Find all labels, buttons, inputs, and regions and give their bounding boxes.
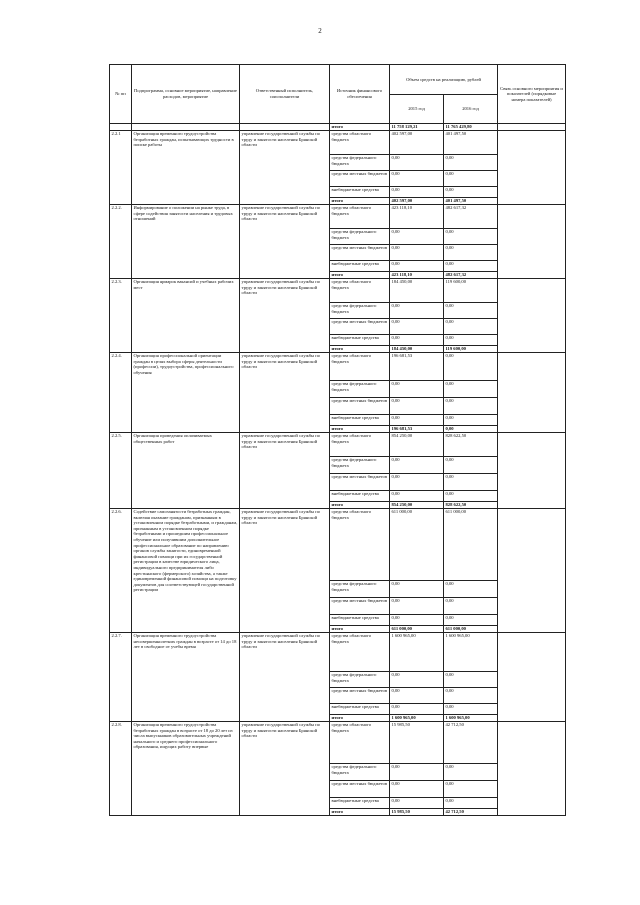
row-number: 2.2.3.: [110, 279, 132, 353]
top-total-2015: 11 758 129,21: [390, 124, 444, 131]
row-value-total-2015: 611 000,00: [390, 626, 444, 633]
header-volume: Объем средств на реализацию, рублей: [390, 65, 498, 95]
row-value-extra-2015: 0,00: [390, 491, 444, 502]
row-value-regional-2016: 119 600,00: [444, 279, 498, 303]
row-value-extra-2015: 0,00: [390, 187, 444, 198]
row-value-total-2016: 1 600 965,00: [444, 715, 498, 722]
row-value-extra-2016: 0,00: [444, 335, 498, 346]
row-link: [498, 353, 566, 433]
row-value-local-2016: 0,00: [444, 319, 498, 335]
row-source-regional: средства областного бюджета: [330, 509, 390, 581]
header-link: Связь основного мероприятия и показателей (порядковые номера показателей): [498, 65, 566, 124]
row-value-total-2016: 828 622,50: [444, 502, 498, 509]
header-executor: Ответственный исполнитель, соисполнители: [240, 65, 330, 124]
header-2015: 2015 год: [390, 95, 444, 124]
row-value-local-2016: 0,00: [444, 781, 498, 798]
row-source-extra: внебюджетные средства: [330, 491, 390, 502]
row-link: [498, 722, 566, 816]
row-link: [498, 433, 566, 509]
row-executor: управление государственной службы по труду и занятости населения Брянской области: [240, 205, 330, 279]
row-value-federal-2015: 0,00: [390, 581, 444, 598]
row-value-total-2016: 611 000,00: [444, 626, 498, 633]
row-value-regional-2015: 1 600 965,00: [390, 633, 444, 672]
row-value-local-2015: 0,00: [390, 245, 444, 261]
row-source-regional: средства областного бюджета: [330, 131, 390, 155]
row-value-total-2015: 15 985,50: [390, 809, 444, 816]
row-source-regional: средства областного бюджета: [330, 722, 390, 764]
row-link: [498, 633, 566, 722]
row-value-regional-2015: 15 985,50: [390, 722, 444, 764]
row-value-local-2015: 0,00: [390, 474, 444, 491]
row-value-extra-2015: 0,00: [390, 704, 444, 715]
row-value-extra-2015: 0,00: [390, 335, 444, 346]
row-source-extra: внебюджетные средства: [330, 798, 390, 809]
row-source-extra: внебюджетные средства: [330, 261, 390, 272]
row-number: 2.2.8.: [110, 722, 132, 816]
row-value-federal-2016: 0,00: [444, 764, 498, 781]
row-value-local-2016: 0,00: [444, 171, 498, 187]
row-value-extra-2016: 0,00: [444, 415, 498, 426]
header-num: № пп: [110, 65, 132, 124]
row-source-extra: внебюджетные средства: [330, 335, 390, 346]
row-value-regional-2016: 828 622,50: [444, 433, 498, 457]
row-value-total-2015: 184 450,00: [390, 346, 444, 353]
row-value-extra-2015: 0,00: [390, 615, 444, 626]
row-value-federal-2015: 0,00: [390, 303, 444, 319]
row-executor: управление государственной службы по труду и занятости населения Брянской области: [240, 353, 330, 433]
row-value-total-2016: 0,00: [444, 426, 498, 433]
top-total-label: итого: [330, 124, 390, 131]
row-value-total-2015: 1 600 965,00: [390, 715, 444, 722]
row-value-regional-2015: 611 000,00: [390, 509, 444, 581]
header-2016: 2016 год: [444, 95, 498, 124]
row-source-total: итого: [330, 426, 390, 433]
row-activity-name: Организация профессиональной ориентации граждан в целях выбора сферы деятельности (профессии), трудоустройства, профессионального обучения: [132, 353, 240, 433]
row-value-federal-2015: 0,00: [390, 381, 444, 398]
row-value-extra-2016: 0,00: [444, 261, 498, 272]
row-value-regional-2015: 196 681,53: [390, 353, 444, 381]
row-source-extra: внебюджетные средства: [330, 187, 390, 198]
header-source: Источник финансового обеспечения: [330, 65, 390, 124]
row-source-regional: средства областного бюджета: [330, 279, 390, 303]
row-source-federal: средства федерального бюджета: [330, 581, 390, 598]
row-number: 2.2.6.: [110, 509, 132, 633]
row-link: [498, 205, 566, 279]
row-activity-name: Организация временного трудоустройства безработных граждан, испытывающих трудности в поиске работы: [132, 131, 240, 205]
row-executor: управление государственной службы по труду и занятости населения Брянской области: [240, 633, 330, 722]
program-table: [109, 64, 566, 816]
row-value-total-2015: 402 597,00: [390, 198, 444, 205]
row-value-federal-2015: 0,00: [390, 155, 444, 171]
row-activity-name: Содействие самозанятости безработных граждан, включая оказание гражданам, признанным в установленном порядке безработными, и гражданам, признанным в установленном порядке безработными и прошедшим профессиональное обучение или получившим дополнительное профессиональное образование по направлению органов службы занятости, единовременной финансовой помощи при их государственной регистрации в качестве юридического лица, индивидуального предпринимателя либо крестьянского (фермерского) хозяйства, а также единовременной финансовой помощи на подготовку документов для соответствующей государственной регистрации: [132, 509, 240, 633]
row-value-federal-2016: 0,00: [444, 155, 498, 171]
row-value-total-2015: 423 118,10: [390, 272, 444, 279]
row-activity-name: Организация проведения оплачиваемых общественных работ: [132, 433, 240, 509]
row-activity-name: Организация ярмарок вакансий и учебных рабочих мест: [132, 279, 240, 353]
row-number: 2.2.5.: [110, 433, 132, 509]
row-link: [498, 279, 566, 353]
row-value-local-2016: 0,00: [444, 598, 498, 615]
row-link: [498, 131, 566, 205]
row-executor: управление государственной службы по труду и занятости населения Брянской области: [240, 279, 330, 353]
row-source-local: средства местных бюджетов: [330, 171, 390, 187]
page-number: 2: [318, 27, 322, 35]
row-number: 2.2.7.: [110, 633, 132, 722]
row-value-regional-2015: 854 250,00: [390, 433, 444, 457]
row-value-regional-2016: 0,00: [444, 353, 498, 381]
row-source-total: итого: [330, 502, 390, 509]
row-executor: управление государственной службы по труду и занятости населения Брянской области: [240, 131, 330, 205]
row-value-extra-2015: 0,00: [390, 415, 444, 426]
row-source-total: итого: [330, 198, 390, 205]
row-source-federal: средства федерального бюджета: [330, 672, 390, 688]
row-value-local-2016: 0,00: [444, 398, 498, 415]
row-value-total-2016: 482 617,32: [444, 272, 498, 279]
row-value-local-2015: 0,00: [390, 688, 444, 704]
row-value-total-2016: 401 497,50: [444, 198, 498, 205]
row-value-extra-2016: 0,00: [444, 615, 498, 626]
row-source-regional: средства областного бюджета: [330, 433, 390, 457]
row-executor: управление государственной службы по труду и занятости населения Брянской области: [240, 509, 330, 633]
row-source-extra: внебюджетные средства: [330, 704, 390, 715]
row-source-federal: средства федерального бюджета: [330, 229, 390, 245]
row-source-total: итого: [330, 272, 390, 279]
row-source-local: средства местных бюджетов: [330, 245, 390, 261]
row-value-local-2016: 0,00: [444, 245, 498, 261]
row-source-local: средства местных бюджетов: [330, 398, 390, 415]
row-value-regional-2015: 184 450,00: [390, 279, 444, 303]
row-source-regional: средства областного бюджета: [330, 205, 390, 229]
row-value-regional-2015: 402 597,00: [390, 131, 444, 155]
row-source-extra: внебюджетные средства: [330, 615, 390, 626]
row-value-local-2015: 0,00: [390, 171, 444, 187]
row-value-federal-2016: 0,00: [444, 229, 498, 245]
row-source-federal: средства федерального бюджета: [330, 303, 390, 319]
row-value-federal-2015: 0,00: [390, 457, 444, 474]
row-value-regional-2016: 42 712,50: [444, 722, 498, 764]
row-value-regional-2015: 423 118,10: [390, 205, 444, 229]
row-source-local: средства местных бюджетов: [330, 781, 390, 798]
row-source-local: средства местных бюджетов: [330, 598, 390, 615]
row-number: 2.2.1: [110, 131, 132, 205]
row-source-federal: средства федерального бюджета: [330, 764, 390, 781]
row-source-total: итого: [330, 715, 390, 722]
row-value-extra-2016: 0,00: [444, 798, 498, 809]
row-value-extra-2016: 0,00: [444, 187, 498, 198]
row-value-local-2015: 0,00: [390, 781, 444, 798]
row-source-regional: средства областного бюджета: [330, 633, 390, 672]
row-source-local: средства местных бюджетов: [330, 474, 390, 491]
row-value-federal-2016: 0,00: [444, 303, 498, 319]
row-value-federal-2016: 0,00: [444, 581, 498, 598]
row-executor: управление государственной службы по труду и занятости населения Брянской области: [240, 433, 330, 509]
row-source-federal: средства федерального бюджета: [330, 381, 390, 398]
row-value-federal-2016: 0,00: [444, 672, 498, 688]
row-activity-name: Организация временного трудоустройства безработных граждан в возрасте от 18 до 20 лет из числа выпускников образовательных учреждений начального и среднего профессионального образования, ищущих работу впервые: [132, 722, 240, 816]
row-number: 2.2.4.: [110, 353, 132, 433]
row-value-regional-2016: 482 617,32: [444, 205, 498, 229]
row-value-local-2015: 0,00: [390, 319, 444, 335]
row-value-local-2015: 0,00: [390, 598, 444, 615]
row-value-extra-2015: 0,00: [390, 798, 444, 809]
row-value-federal-2016: 0,00: [444, 381, 498, 398]
row-source-federal: средства федерального бюджета: [330, 457, 390, 474]
header-name: Подпрограмма, основное мероприятие, направление расходов, мероприятие: [132, 65, 240, 124]
row-source-local: средства местных бюджетов: [330, 319, 390, 335]
row-source-total: итого: [330, 346, 390, 353]
row-source-total: итого: [330, 809, 390, 816]
row-activity-name: Организация временного трудоустройства несовершеннолетних граждан в возрасте от 14 до 18 лет в свободное от учебы время: [132, 633, 240, 722]
row-value-total-2016: 119 600,00: [444, 346, 498, 353]
row-source-local: средства местных бюджетов: [330, 688, 390, 704]
row-value-federal-2015: 0,00: [390, 764, 444, 781]
row-value-regional-2016: 1 600 965,00: [444, 633, 498, 672]
top-total-2016: 11 765 429,80: [444, 124, 498, 131]
row-activity-name: Информирование о положении на рынке труда, в сфере содействия занятости населения и трудовых отношений: [132, 205, 240, 279]
row-value-federal-2016: 0,00: [444, 457, 498, 474]
row-source-extra: внебюджетные средства: [330, 415, 390, 426]
row-value-extra-2016: 0,00: [444, 491, 498, 502]
row-value-local-2015: 0,00: [390, 398, 444, 415]
row-value-total-2015: 854 250,00: [390, 502, 444, 509]
row-value-federal-2015: 0,00: [390, 229, 444, 245]
row-source-regional: средства областного бюджета: [330, 353, 390, 381]
row-source-federal: средства федерального бюджета: [330, 155, 390, 171]
row-value-total-2015: 196 681,53: [390, 426, 444, 433]
row-number: 2.2.2.: [110, 205, 132, 279]
row-value-local-2016: 0,00: [444, 474, 498, 491]
row-source-total: итого: [330, 626, 390, 633]
row-value-extra-2016: 0,00: [444, 704, 498, 715]
row-link: [498, 509, 566, 633]
row-value-extra-2015: 0,00: [390, 261, 444, 272]
row-executor: управление государственной службы по труду и занятости населения Брянской области: [240, 722, 330, 816]
row-value-local-2016: 0,00: [444, 688, 498, 704]
row-value-total-2016: 42 712,50: [444, 809, 498, 816]
row-value-regional-2016: 401 497,50: [444, 131, 498, 155]
row-value-regional-2016: 611 000,00: [444, 509, 498, 581]
row-value-federal-2015: 0,00: [390, 672, 444, 688]
